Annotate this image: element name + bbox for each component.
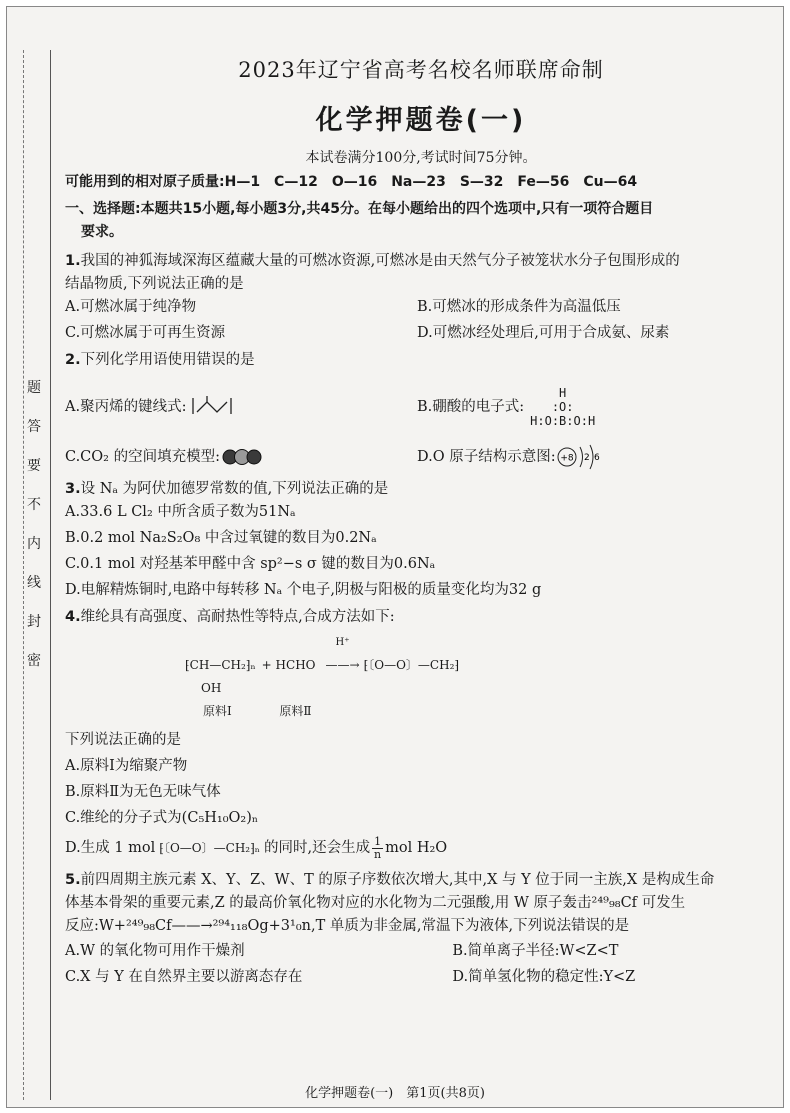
question-2: [65, 349, 777, 474]
question-ask: 下列说法正确的是: [65, 732, 181, 748]
question-4: [65, 606, 777, 861]
paper-title: 化学押题卷(一): [315, 105, 527, 136]
option-d: D.可燃冰经处理后,可用于合成氨、尿素: [417, 325, 670, 341]
boric-h: H: [559, 386, 567, 400]
option-d-post: 的同时,还会生成: [263, 840, 371, 856]
question-stem: 设 Nₐ 为阿伏加德罗常数的值,下列说法正确的是: [80, 481, 389, 497]
seal-char: 不: [27, 497, 43, 513]
boric-o: :O:: [551, 400, 574, 414]
option-c: C.CO₂ 的空间填充模型:: [65, 448, 220, 465]
label-material-1: 原料Ⅰ: [203, 704, 232, 718]
seal-char: 要: [27, 458, 43, 474]
label-material-2: 原料Ⅱ: [279, 704, 312, 718]
question-stem: 维纶具有高强度、高耐热性等特点,合成方法如下:: [80, 609, 395, 625]
option-c: C.维纶的分子式为(C₅H₁₀O₂)ₙ: [65, 810, 259, 826]
option-a: A.聚丙烯的键线式:: [65, 398, 187, 415]
option-d: [65, 836, 777, 861]
question-1: [65, 250, 777, 345]
option-b: B.0.2 mol Na₂S₂O₈ 中含过氧键的数目为0.2Nₐ: [65, 530, 377, 546]
question-stem: 反应:W+²⁴⁹₉₈Cf——→²⁹⁴₁₁₈Og+3¹₀n,T 单质为非金属,常温下为液体,下列说法错误的是: [65, 918, 630, 934]
section-heading: 一、选择题:本题共15小题,每小题3分,共45分。在每小题给出的四个选项中,只有一项符合题目: [65, 201, 654, 217]
question-3: [65, 478, 777, 602]
vinylon-structure: ⁅〔O—O〕—CH₂⁆ₙ: [159, 841, 260, 855]
option-c: C.0.1 mol 对羟基苯甲醛中含 sp²−s σ 键的数目为0.6Nₐ: [65, 556, 436, 572]
seal-text: [27, 380, 43, 670]
option-d-end: mol H₂O: [385, 840, 448, 856]
question-number: 5.: [65, 872, 81, 888]
option-b: B.简单离子半径:W<Z<T: [452, 943, 619, 959]
oxygen-atom-diagram: [556, 441, 602, 473]
product-vinylon: ⁅〔O—O〕—CH₂⁆: [363, 658, 460, 672]
question-stem: 下列化学用语使用错误的是: [80, 352, 255, 368]
shell-1-count: 2: [583, 453, 590, 463]
seal-char: 密: [27, 653, 43, 669]
page-footer: 化学押题卷(一) 第1页(共8页): [305, 1086, 485, 1101]
question-number: 4.: [65, 609, 81, 625]
exam-note: 本试卷满分100分,考试时间75分钟。: [305, 150, 537, 166]
option-c: C.可燃冰属于可再生资源: [65, 325, 226, 341]
cut-line: [23, 50, 24, 1100]
reaction-arrow: ——→: [325, 658, 360, 672]
fraction-denominator: n: [374, 848, 382, 861]
co2-space-filling-model: [220, 449, 264, 465]
option-a: A.原料Ⅰ为缩聚产物: [65, 758, 188, 774]
page-title: 2023年辽宁省高考名校名师联席命制: [238, 58, 604, 82]
option-a: A.可燃冰属于纯净物: [65, 299, 197, 315]
exam-content: [65, 48, 777, 989]
question-number: 2.: [65, 352, 81, 368]
polypropylene-structure: [191, 396, 239, 418]
question-stem: 前四周期主族元素 X、Y、Z、W、T 的原子序数依次增大,其中,X 与 Y 位于同一主族,X 是构成生命: [80, 872, 715, 888]
nucleus-charge: +8: [559, 453, 574, 464]
reactant-1: ⁅CH—CH₂⁆ₙ: [185, 658, 256, 672]
seal-char: 线: [27, 575, 43, 591]
question-number: 3.: [65, 481, 81, 497]
option-d-pre: D.生成 1 mol: [65, 840, 156, 856]
atomic-masses: 可能用到的相对原子质量:H—1 C—12 O—16 Na—23 S—32 Fe—56 Cu—64: [65, 174, 638, 190]
seal-char: 封: [27, 614, 43, 630]
seal-char: 答: [27, 419, 43, 435]
option-b: B.原料Ⅱ为无色无味气体: [65, 784, 221, 800]
option-d: D.O 原子结构示意图:: [417, 448, 556, 465]
section-heading-cont: 要求。: [81, 224, 123, 240]
question-number: 1.: [65, 253, 81, 269]
seal-char: 内: [27, 536, 43, 552]
question-stem: 我国的神狐海域深海区蕴藏大量的可燃冰资源,可燃冰是由天然气分子被笼状水分子包围形成的: [80, 253, 680, 269]
hydroxyl-group: OH: [201, 681, 222, 695]
option-a: A.33.6 L Cl₂ 中所含质子数为51Nₐ: [65, 504, 296, 520]
option-d: D.电解精炼铜时,电路中每转移 Nₐ 个电子,阴极与阳极的质量变化均为32 g: [65, 582, 542, 598]
shell-2-count: 6: [593, 453, 600, 463]
option-a: A.W 的氧化物可用作干燥剂: [65, 943, 245, 959]
option-b: B.可燃冰的形成条件为高温低压: [417, 299, 621, 315]
boric-acid-lewis: [530, 386, 595, 428]
option-c: C.X 与 Y 在自然界主要以游离态存在: [65, 969, 303, 985]
option-d: D.简单氢化物的稳定性:Y<Z: [452, 969, 636, 985]
question-stem: 结晶物质,下列说法正确的是: [65, 276, 244, 292]
synthesis-equation: [65, 631, 777, 723]
question-stem: 体基本骨架的重要元素,Z 的最高价氧化物对应的水化物为二元强酸,用 W 原子轰击²⁴⁹₉₈Cf 可发生: [65, 895, 686, 911]
fraction-numerator: 1: [374, 835, 382, 848]
seal-char: 题: [27, 380, 43, 396]
question-5: [65, 869, 777, 989]
option-b: B.硼酸的电子式:: [417, 398, 525, 415]
boric-row: H:O:B:O:H: [530, 414, 596, 428]
catalyst: H⁺: [335, 637, 350, 648]
reactant-2: + HCHO: [261, 658, 316, 672]
